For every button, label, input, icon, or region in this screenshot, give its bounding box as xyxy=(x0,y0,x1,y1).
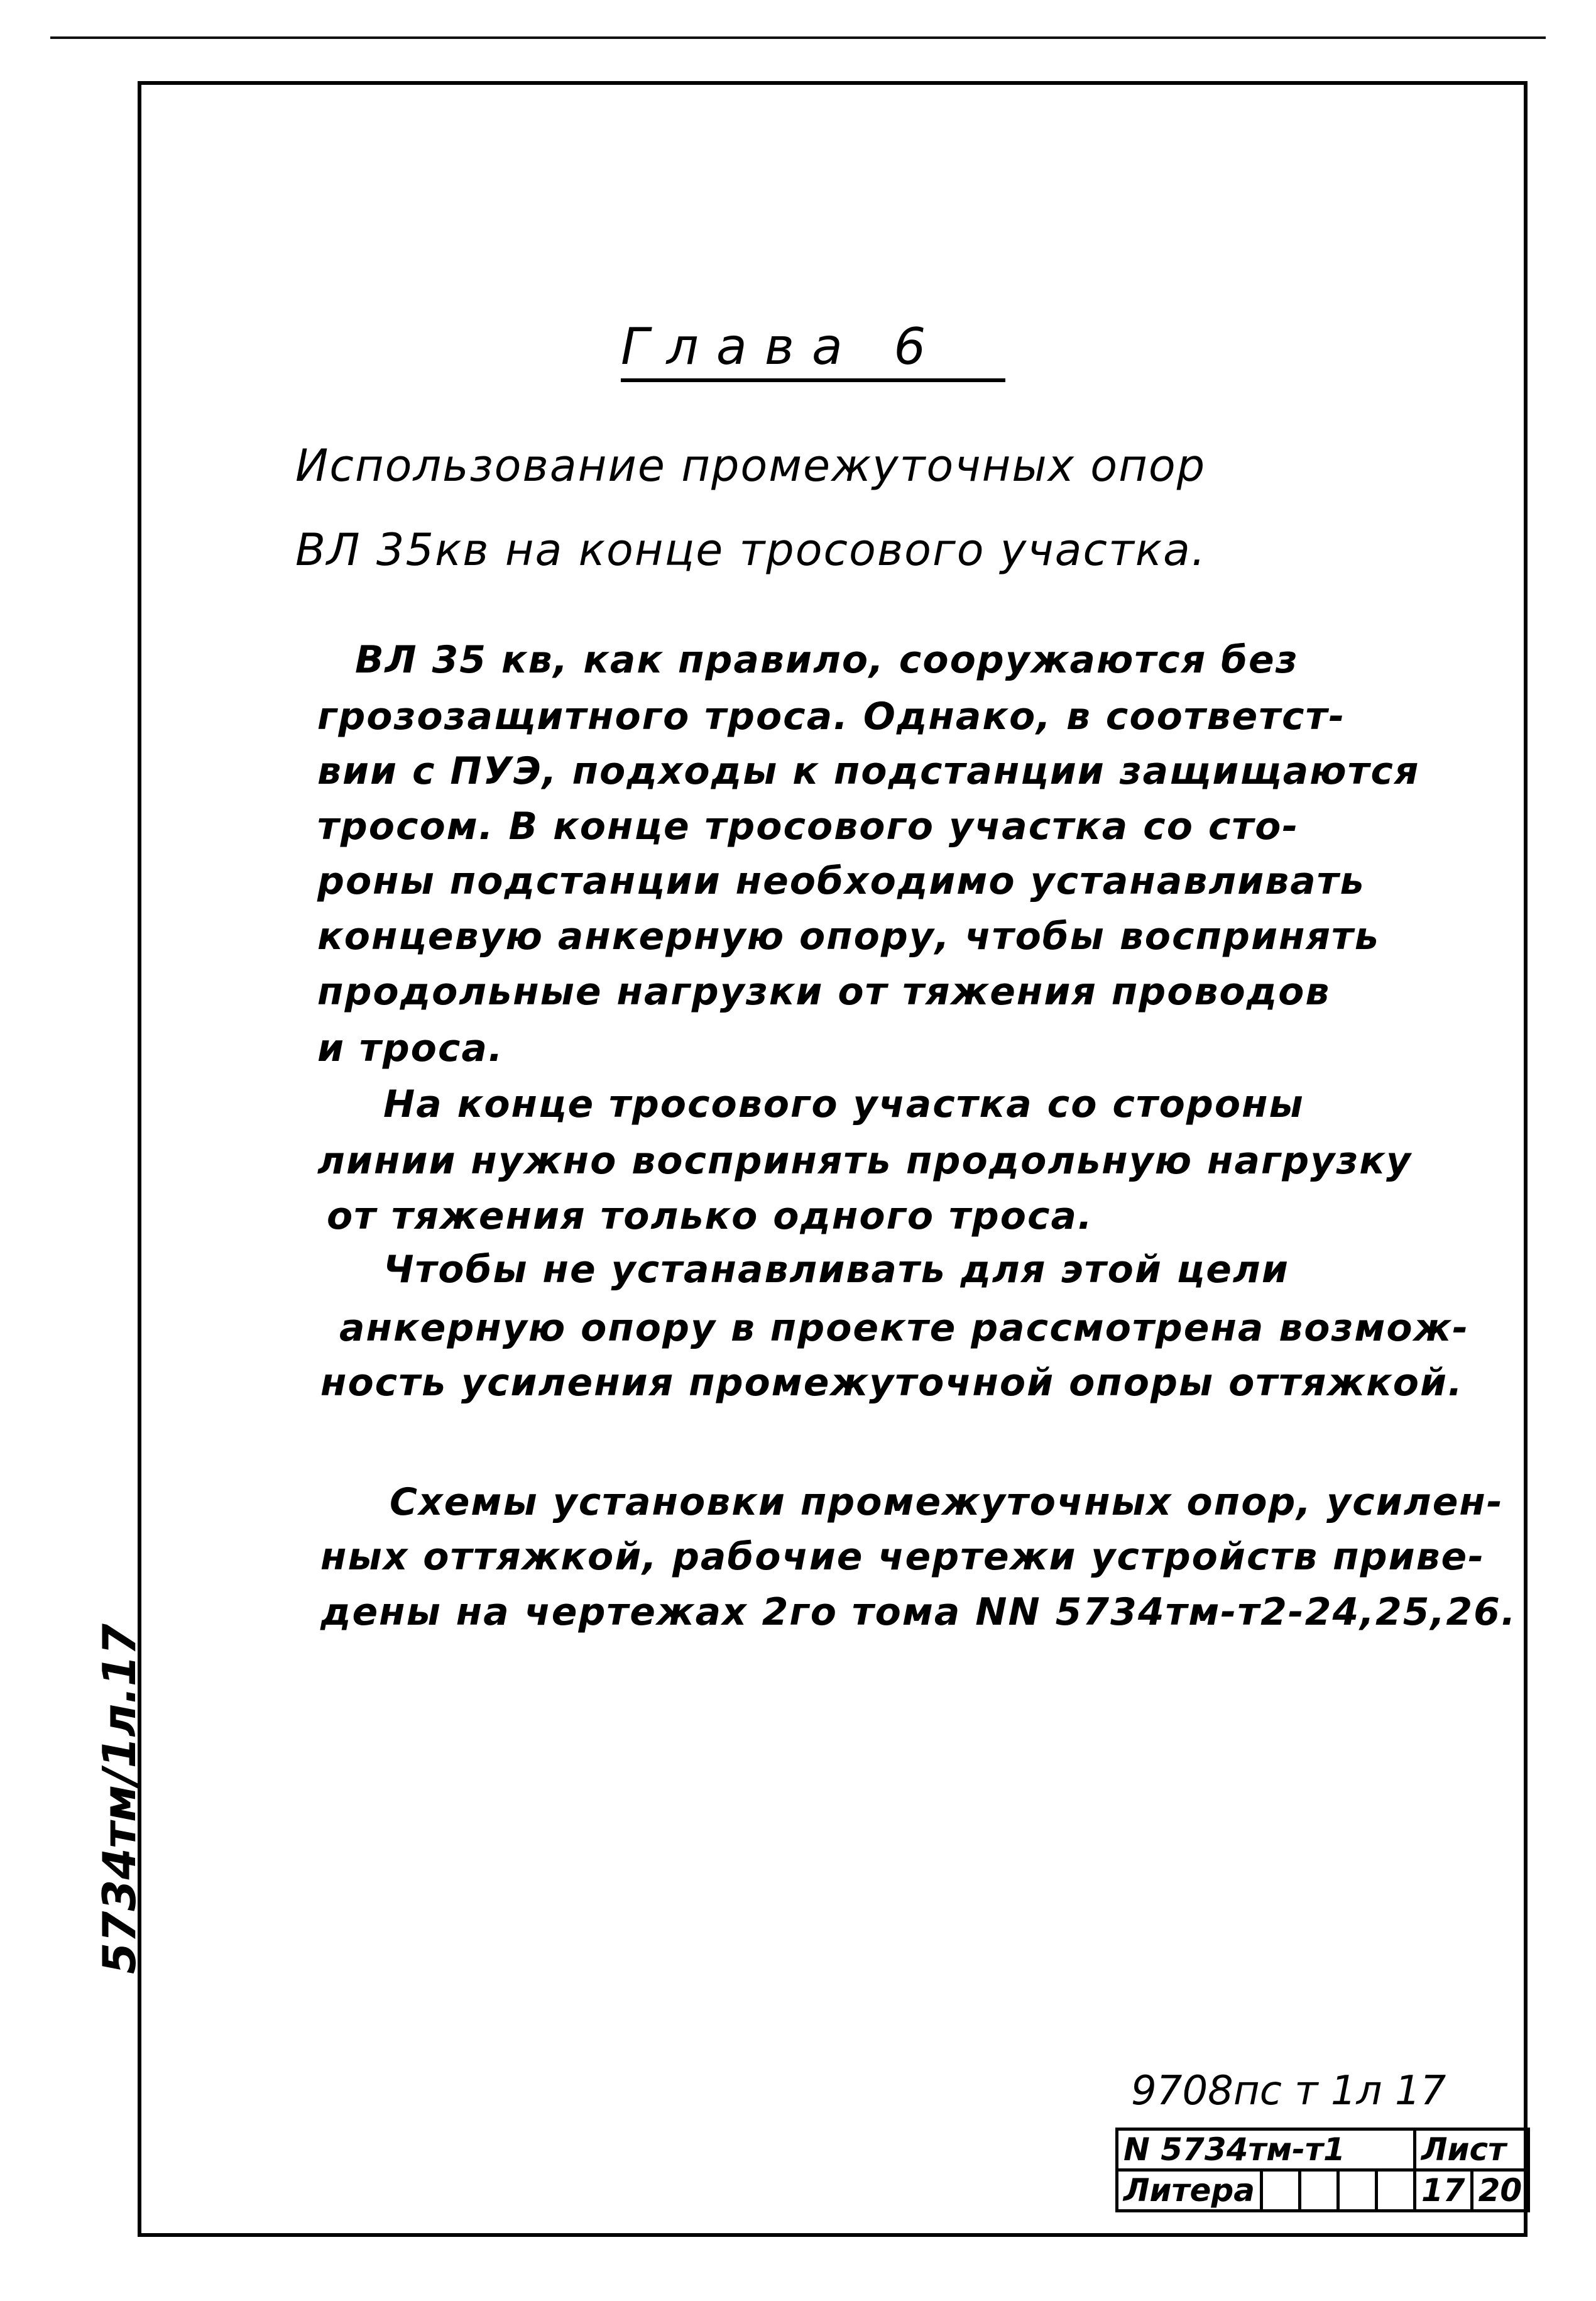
body-line: линии нужно воспринять продольную нагрузку xyxy=(317,1139,1413,1183)
handwritten-reference: 9708пс т 1л 17 xyxy=(1131,2068,1446,2114)
body-line: концевую анкерную опору, чтобы воспринять xyxy=(317,914,1380,958)
body-line: На конце тросового участка со стороны xyxy=(383,1082,1304,1126)
body-line: дены на чертежах 2го тома NN 5734тм-т2-24,25,26. xyxy=(320,1590,1517,1634)
sheets-total: 20 xyxy=(1472,2170,1529,2211)
body-line: грозозащитного троса. Однако, в соответст- xyxy=(317,695,1346,739)
body-line: роны подстанции необходимо устанавливать xyxy=(317,859,1365,903)
doc-number: N 5734тм-т1 xyxy=(1117,2129,1415,2170)
litera-cell xyxy=(1338,2170,1376,2211)
body-line: ных оттяжкой, рабочие чертежи устройств приве- xyxy=(320,1535,1485,1579)
litera-cell xyxy=(1299,2170,1338,2211)
body-line: продольные нагрузки от тяжения проводов xyxy=(317,970,1331,1014)
margin-note: 5734тм/1л.17 xyxy=(93,1623,146,1974)
subtitle-line: ВЛ 35кв на конце тросового участка. xyxy=(295,524,1207,576)
sheet-label: Лист xyxy=(1414,2129,1528,2170)
body-line: ность усиления промежуточной опоры оттяжкой. xyxy=(320,1361,1463,1405)
body-line: анкерную опору в проекте рассмотрена возмож- xyxy=(339,1306,1470,1350)
body-line: вии с ПУЭ, подходы к подстанции защищаются xyxy=(317,749,1420,793)
litera-cell xyxy=(1261,2170,1299,2211)
body-line: Чтобы не устанавливать для этой цели xyxy=(383,1248,1289,1292)
body-line: Схемы установки промежуточных опор, усилен- xyxy=(390,1480,1504,1524)
subtitle-line: Использование промежуточных опор xyxy=(295,440,1206,492)
title-block xyxy=(1115,2128,1530,2212)
chapter-title: Глава 6 xyxy=(621,317,1005,382)
litera-label: Литера xyxy=(1117,2170,1262,2211)
body-line: тросом. В конце тросового участка со сто- xyxy=(317,805,1299,848)
litera-cell xyxy=(1376,2170,1414,2211)
body-line: от тяжения только одного троса. xyxy=(327,1194,1093,1238)
body-line: и троса. xyxy=(317,1026,504,1070)
body-line: ВЛ 35 кв, как правило, сооружаются без xyxy=(355,638,1299,682)
sheet-number: 17 xyxy=(1414,2170,1472,2211)
top-rule xyxy=(50,36,1546,39)
